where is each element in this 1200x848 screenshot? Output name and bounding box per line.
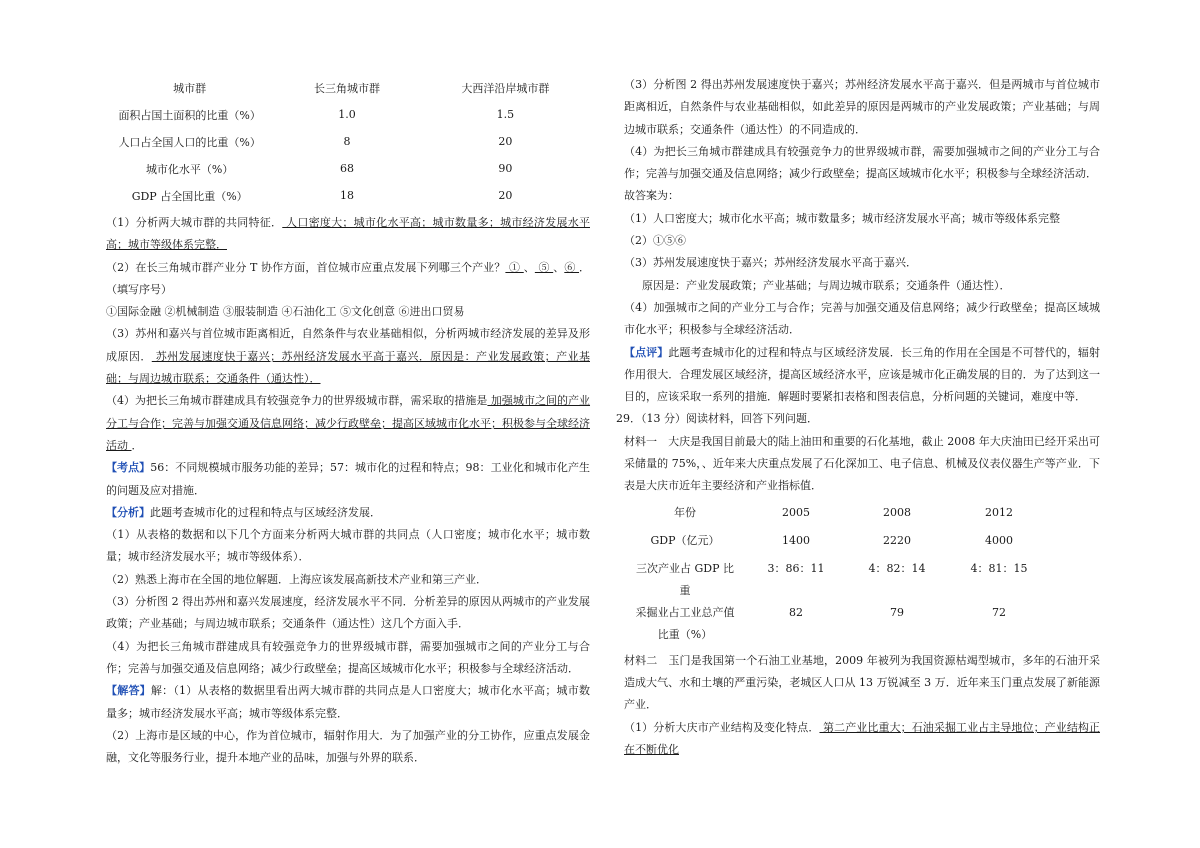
question-2-prompt: （2）在长三角城市群产业分 T 协作方面，首位城市应重点发展下列哪三个产业？: [106, 260, 506, 274]
table-cell: 8: [343, 135, 351, 148]
table-cell: 4：81：15: [970, 561, 1028, 575]
fenxi-point-1: （1）从表格的数据和以下几个方面来分析两大城市群的共同点（人口密度；城市化水平；城市数量；城市经济发展水平；城市等级体系）．: [106, 528, 590, 564]
fenxi-section: [106, 502, 590, 524]
table-cell: 18: [340, 189, 355, 202]
table-row: [106, 155, 590, 182]
table-row: [624, 558, 1050, 602]
table-cell: 城市群: [173, 81, 207, 95]
question-4-prompt: （4）为把长三角城市群建成具有较强竞争力的世界级城市群，需采取的措施是: [106, 394, 488, 408]
table-cell: 2005: [782, 505, 810, 519]
table-cell: 4：82：14: [868, 561, 926, 575]
material-1: 材料一 大庆是我国目前最大的陆上油田和重要的石化基地，截止 2008 年大庆油田已经开采出可采储量的 75%，、近年来大庆重点发展了石化深加工、电子信息、机械及仪表仪器生产等产业．下表是大庆市近年主要经济和产业指标值．: [624, 434, 1100, 493]
table-cell: 1400: [782, 533, 810, 547]
table-cell: 4000: [985, 533, 1013, 547]
table-cell: 20: [498, 189, 513, 202]
kaodian-section: [106, 457, 590, 502]
jieda-point-3: （3）分析图 2 得出苏州发展速度快于嘉兴；苏州经济发展水平高于嘉兴．但是两城市与首位城市距离相近，自然条件与农业基础相似，如此差异的原因是两城市的产业发展政策；产业基础；与周边城市联系；交通条件（通达性）的不同造成的．: [624, 78, 1100, 136]
answer-intro: 故答案为：: [624, 189, 679, 203]
table-cell: 1.0: [338, 108, 356, 121]
final-answer-1: （1）人口密度大；城市化水平高；城市数量多；城市经济发展水平高；城市等级体系完整: [624, 211, 1060, 225]
dianping-text: 此题考查城市化的过程和特点与区域经济发展．长三角的作用在全国是不可替代的，辐射作用很大．合理发展区域经济，提高区域经济水平，应该是城市化正确发展的目的．为了达到这一目的，应该采取一系列的措施．解题时要紧扣表格和图表信息，分析问题的关键词，难度中等．: [624, 345, 1101, 404]
jieda-point-2: （2）上海市是区域的中心，作为首位城市，辐射作用大．为了加强产业的分工协作，应重点发展金融，文化等服务行业，提升本地产业的品味，加强与外界的联系．: [106, 728, 590, 765]
table-cell: [624, 602, 746, 648]
jieda-point-4: （4）为把长三角城市群建成具有较强竞争力的世界级城市群，需要加强城市之间的产业分工与合作；完善与加强交通及信息网络；减少行政壁垒；提高区域城市化水平；积极参与全球经济活动．: [624, 144, 1100, 181]
table-cell: 2220: [883, 533, 911, 547]
question-2-suffix: ．（填写序号）: [106, 260, 591, 296]
fenxi-point-4: （4）为把长三角城市群建成具有较强竞争力的世界级城市群，需要加强城市之间的产业分工与合作；完善与加强交通及信息网络；减少行政壁垒；提高区域城市化水平；积极参与全球经济活动．: [106, 639, 590, 675]
table-cell: 1.5: [496, 108, 515, 121]
separator: 、: [553, 260, 565, 274]
table-header-row: [624, 502, 1050, 530]
final-answer-3: （3）苏州发展速度快于嘉兴；苏州经济发展水平高于嘉兴．: [624, 256, 917, 270]
row-label-line: 三次产业占 GDP 比: [635, 561, 734, 575]
question-2-answer-1: ①: [505, 260, 524, 274]
question-2-options: ①国际金融 ②机械制造 ③服装制造 ④石油化工 ⑤文化创意 ⑥进出口贸易: [106, 305, 465, 319]
question-1-answer: 人口密度大；城市化水平高；城市数量多；城市经济发展水平高；城市等级体系完整．: [106, 216, 590, 252]
final-answer-2: （2）①⑤⑥: [624, 234, 686, 248]
table-row: [106, 101, 590, 128]
dianping-section: [624, 342, 1100, 409]
separator: 、: [523, 260, 535, 274]
material-2: 材料二 玉门是我国第一个石油工业基地，2009 年被列为我国资源枯竭型城市，多年的石油开采造成大气、水和土壤的严重污染，老城区人口从 13 万锐减至 3 万．近年来玉门重点发展了新能源产业．: [624, 653, 1100, 712]
table-cell: 人口占全国人口的比重（%）: [118, 135, 261, 149]
row-label-line: 重: [679, 583, 691, 597]
question-29-1-answer: 第二产业比重大；石油采掘工业占主导地位；产业结构正在不断优化: [624, 720, 1100, 756]
table-cell: 72: [992, 605, 1006, 619]
table-row: [106, 182, 590, 209]
row-label-line: 采掘业占工业总产值: [635, 605, 735, 619]
city-cluster-table: [106, 74, 590, 209]
fenxi-text: 此题考查城市化的过程和特点与区域经济发展．: [150, 505, 381, 519]
table-cell: 面积占国土面积的比重（%）: [118, 108, 261, 122]
row-label-line: 比重（%）: [657, 627, 713, 641]
daqing-indicator-table: [624, 502, 1050, 648]
dianping-tag: 【点评】: [624, 345, 669, 359]
question-4-suffix: ．: [131, 438, 143, 452]
table-cell: 82: [789, 605, 803, 619]
table-cell: [624, 558, 746, 602]
table-cell: 2008: [883, 505, 911, 519]
final-answer-4: （4）加强城市之间的产业分工与合作；完善与加强交通及信息网络；减少行政壁垒；提高区域城市化水平；积极参与全球经济活动．: [624, 300, 1100, 337]
kaodian-tag: 【考点】: [106, 461, 151, 475]
question-4-answer: 加强城市之间的产业分工与合作；完善与加强交通及信息网络；减少行政壁垒；提高区域城市化水平；积极参与全球经济活动: [106, 394, 591, 452]
table-cell: 90: [498, 162, 513, 175]
fenxi-tag: 【分析】: [106, 505, 150, 519]
table-cell: 长三角城市群: [314, 81, 381, 95]
table-cell: 年份: [674, 505, 696, 519]
table-header-row: [106, 74, 590, 101]
question-2-answer-3: ⑥: [564, 260, 580, 274]
table-cell: 3：86：11: [767, 561, 825, 575]
question-3: [106, 323, 590, 390]
question-29-1-prompt: （1）分析大庆市产业结构及变化特点．: [624, 720, 820, 734]
question-29-1: [624, 717, 1100, 762]
table-row: [624, 602, 1050, 648]
table-cell: 68: [340, 162, 355, 175]
question-1: [106, 212, 590, 257]
table-cell: 城市化水平（%）: [145, 162, 234, 176]
table-cell: 79: [890, 605, 904, 619]
right-column: [616, 74, 1101, 761]
question-3-prompt: （3）苏州和嘉兴与首位城市距离相近，自然条件与农业基础相似，分析两城市经济发展的差异及形成原因．: [106, 327, 590, 363]
jieda-tag: 【解答】: [106, 684, 151, 698]
kaodian-text: 56：不同规模城市服务功能的差异；57：城市化的过程和特点；98：工业化和城市化产生的问题及应对措施．: [106, 461, 590, 497]
table-cell: 2012: [985, 505, 1013, 519]
left-column: [106, 74, 590, 769]
table-row: [106, 128, 590, 155]
jieda-section: [106, 680, 590, 725]
fenxi-point-3: （3）分析图 2 得出苏州和嘉兴发展速度，经济发展水平不同．分析差异的原因从两城市的产业发展政策；产业基础；与周边城市联系；交通条件（通达性）这几个方面入手．: [106, 595, 590, 631]
question-1-prompt: （1）分析两大城市群的共同特征．: [106, 216, 283, 229]
jieda-point-1: 解：（1）从表格的数据里看出两大城市群的共同点是人口密度大；城市化水平高；城市数量多；城市经济发展水平高；城市等级体系完整．: [106, 684, 591, 720]
question-2: [106, 257, 590, 302]
table-cell: 大西洋沿岸城市群: [461, 81, 550, 95]
table-row: [624, 530, 1050, 558]
fenxi-point-2: （2）熟悉上海市在全国的地位解题．上海应该发展高新技术产业和第三产业．: [106, 572, 487, 586]
table-cell: GDP 占全国比重（%）: [131, 189, 248, 203]
table-cell: GDP（亿元）: [650, 533, 720, 547]
question-3-answer: 苏州发展速度快于嘉兴；苏州经济发展水平高于嘉兴．原因是：产业发展政策；产业基础；与周边城市联系；交通条件（通达性）．: [106, 349, 590, 386]
question-29-title: 29．（13 分）阅读材料，回答下列问题．: [616, 412, 818, 426]
final-answer-3-reason: 原因是：产业发展政策；产业基础；与周边城市联系；交通条件（通达性）．: [642, 278, 1011, 292]
question-2-answer-2: ⑤: [534, 260, 554, 274]
table-cell: 20: [498, 135, 513, 148]
question-4: [106, 390, 590, 457]
